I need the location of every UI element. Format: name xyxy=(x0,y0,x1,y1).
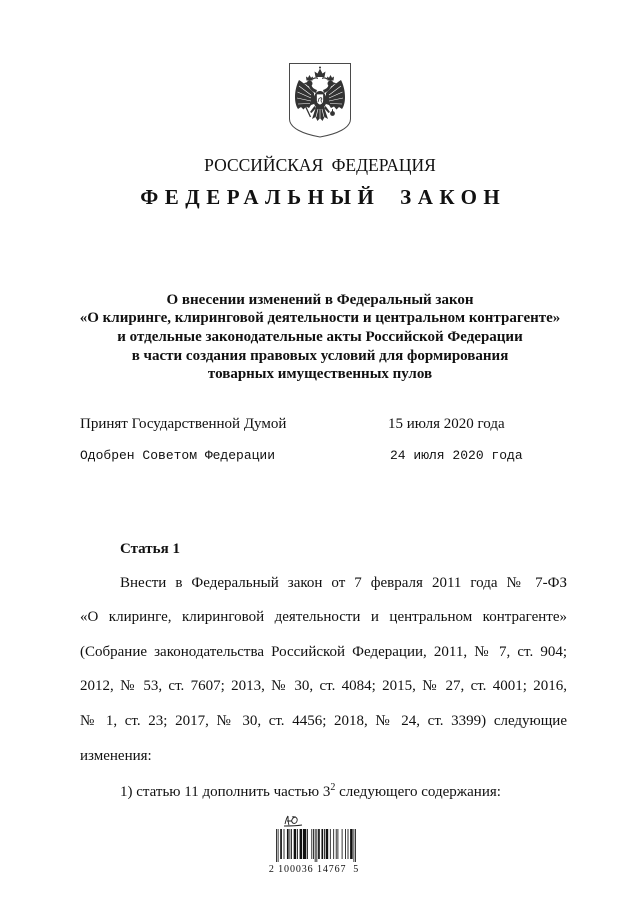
barcode-bar xyxy=(276,829,277,862)
paragraph-line: (Собрание законодательства Российской Федерации, 2011, № 7, ст. 904; xyxy=(80,643,567,660)
barcode-bar xyxy=(350,829,353,859)
handwritten-mark-icon xyxy=(284,816,302,826)
barcode-bar xyxy=(324,829,325,859)
paragraph-line: Внести в Федеральный закон от 7 февраля 2011 года № 7-ФЗ xyxy=(120,574,567,591)
law-title-line: О внесении изменений в Федеральный закон xyxy=(166,291,474,308)
barcode-bar xyxy=(287,829,289,859)
barcode-bar xyxy=(311,829,312,859)
law-title-line: товарных имущественных пулов xyxy=(207,366,433,383)
barcode-bar xyxy=(355,829,356,862)
duma-adoption-label: Принят Государственной Думой xyxy=(80,416,287,432)
paragraph-line: № 1, ст. 23; 2017, № 30, ст. 4456; 2018, № 24, ст. 3399) следующие xyxy=(80,713,567,730)
barcode-bar xyxy=(342,829,343,859)
barcode-bar xyxy=(337,829,338,859)
item-1-superscript: 2 xyxy=(330,782,336,793)
barcode-bar xyxy=(318,829,320,859)
barcode-bar xyxy=(289,829,290,859)
law-title-line: в части создания правовых условий для формирования xyxy=(131,347,509,364)
barcode-bar xyxy=(336,829,337,859)
barcode-bar xyxy=(348,829,349,859)
article-paragraph xyxy=(80,566,567,774)
law-title xyxy=(0,291,640,385)
barcode-bar xyxy=(315,829,316,862)
barcode-bar xyxy=(345,829,346,859)
barcode-number: 2 100036 14767 5 xyxy=(268,864,360,875)
article-item-1 xyxy=(120,782,501,802)
barcode-bar xyxy=(291,829,292,859)
council-approval-date: 24 июля 2020 года xyxy=(390,448,523,463)
barcode-bar xyxy=(284,829,285,859)
article-heading: Статья 1 xyxy=(120,541,180,557)
paragraph-line: 2012, № 53, ст. 7607; 2013, № 30, ст. 4084; 2015, № 27, ст. 4001; 2016, xyxy=(80,678,567,695)
barcode-bar xyxy=(307,829,308,859)
law-title-line: «О клиринге, клиринговой деятельности и центральном контрагенте» xyxy=(79,310,561,327)
barcode-bar xyxy=(278,829,279,862)
paragraph-line: «О клиринге, клиринговой деятельности и центральном контрагенте» xyxy=(80,609,567,626)
barcode-bar xyxy=(303,829,306,859)
document-type-heading: ФЕДЕРАЛЬНЫЙ ЗАКОН xyxy=(140,185,507,209)
council-approval-label: Одобрен Советом Федерации xyxy=(80,448,276,463)
barcode-bar xyxy=(321,829,323,859)
barcode-bar xyxy=(294,829,297,859)
barcode-bar xyxy=(333,829,334,859)
coat-of-arms-icon xyxy=(288,62,352,138)
law-title-line: и отдельные законодательные акты Российской Федерации xyxy=(117,329,523,345)
barcode-bar xyxy=(300,829,303,859)
barcode-bar xyxy=(313,829,314,859)
country-heading: РОССИЙСКАЯ ФЕДЕРАЦИЯ xyxy=(204,155,436,175)
barcode-bar xyxy=(297,829,298,859)
barcode-bar xyxy=(316,829,317,862)
barcode-bar xyxy=(330,829,331,859)
item-1-text-end: следующего содержания: xyxy=(335,784,501,800)
barcode-bar xyxy=(326,829,329,859)
duma-adoption-date: 15 июля 2020 года xyxy=(388,416,505,432)
barcode-bar xyxy=(353,829,354,862)
paragraph-line: изменения: xyxy=(80,747,152,764)
barcode-bar xyxy=(280,829,282,859)
barcode-icon xyxy=(274,814,358,864)
item-1-text: 1) статью 11 дополнить частью 3 xyxy=(120,784,331,800)
